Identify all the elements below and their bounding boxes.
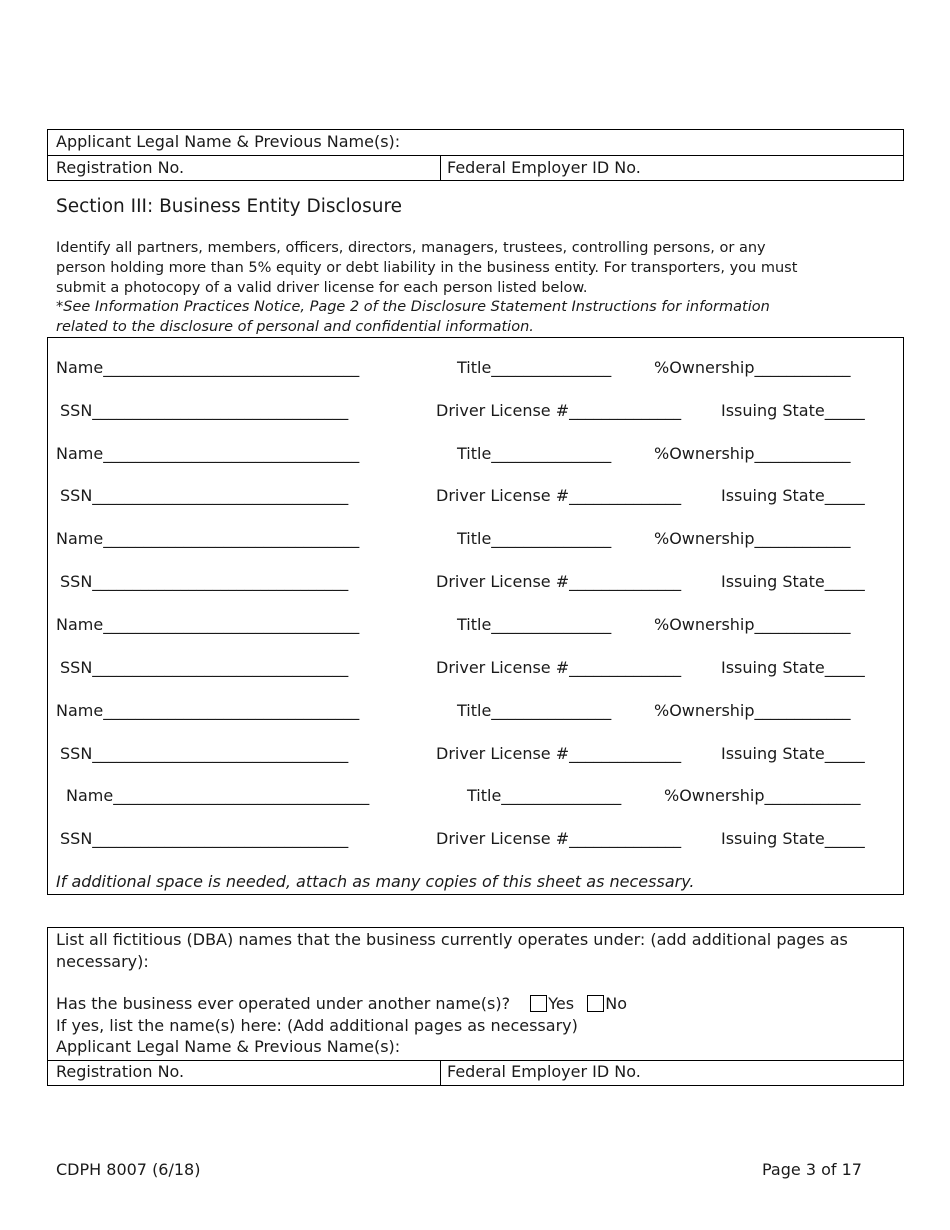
dba-instructions-line-1: List all fictitious (DBA) names that the business currently operates under: (add additional pages as	[56, 930, 848, 949]
instructions-line-3: submit a photocopy of a valid driver license for each person listed below.	[56, 280, 588, 296]
person-title-field[interactable]: Title_______________	[457, 701, 612, 720]
header-table-column-divider	[440, 155, 441, 180]
person-license-field[interactable]: Driver License #______________	[436, 829, 682, 848]
person-name-field[interactable]: Name________________________________	[56, 358, 360, 377]
person-name-field[interactable]: Name________________________________	[56, 529, 360, 548]
page-number: Page 3 of 17	[762, 1160, 862, 1179]
person-name-field[interactable]: Name________________________________	[56, 444, 360, 463]
person-name-row	[0, 443, 950, 465]
person-name-row	[0, 528, 950, 550]
person-issuing-state-field[interactable]: Issuing State_____	[721, 486, 865, 505]
other-names-question-row	[56, 993, 627, 1015]
person-title-field[interactable]: Title_______________	[457, 615, 612, 634]
person-ownership-field[interactable]: %Ownership____________	[654, 701, 851, 720]
person-id-row	[0, 571, 950, 593]
no-checkbox[interactable]	[587, 995, 604, 1012]
person-license-field[interactable]: Driver License #______________	[436, 658, 682, 677]
person-ssn-field[interactable]: SSN________________________________	[60, 658, 349, 677]
person-id-row	[0, 828, 950, 850]
person-name-field[interactable]: Name________________________________	[66, 786, 370, 805]
header-table-divider	[48, 155, 903, 156]
instructions-line-2: person holding more than 5% equity or debt liability in the business entity. For transporters, you must	[56, 260, 798, 276]
section-title: Section III: Business Entity Disclosure	[56, 196, 403, 217]
person-id-row	[0, 400, 950, 422]
person-title-field[interactable]: Title_______________	[457, 358, 612, 377]
header-table	[47, 129, 904, 181]
yes-label: Yes	[548, 994, 575, 1013]
privacy-notice-line-1: *See Information Practices Notice, Page 2 of the Disclosure Statement Instructions for information	[56, 299, 770, 315]
person-ownership-field[interactable]: %Ownership____________	[654, 444, 851, 463]
person-license-field[interactable]: Driver License #______________	[436, 486, 682, 505]
person-issuing-state-field[interactable]: Issuing State_____	[721, 401, 865, 420]
person-issuing-state-field[interactable]: Issuing State_____	[721, 658, 865, 677]
dba-table-column-divider	[440, 1060, 441, 1085]
person-license-field[interactable]: Driver License #______________	[436, 744, 682, 763]
person-license-field[interactable]: Driver License #______________	[436, 401, 682, 420]
applicant-name-field[interactable]: Applicant Legal Name & Previous Name(s):	[56, 132, 401, 151]
person-name-row	[0, 357, 950, 379]
dba-registration-number-field[interactable]: Registration No.	[56, 1062, 185, 1081]
person-name-row	[0, 785, 950, 807]
person-title-field[interactable]: Title_______________	[467, 786, 622, 805]
person-title-field[interactable]: Title_______________	[457, 444, 612, 463]
person-name-field[interactable]: Name________________________________	[56, 701, 360, 720]
person-issuing-state-field[interactable]: Issuing State_____	[721, 572, 865, 591]
person-ssn-field[interactable]: SSN________________________________	[60, 829, 349, 848]
form-id: CDPH 8007 (6/18)	[56, 1160, 201, 1179]
person-ssn-field[interactable]: SSN________________________________	[60, 572, 349, 591]
person-id-row	[0, 743, 950, 765]
person-name-row	[0, 614, 950, 636]
person-ownership-field[interactable]: %Ownership____________	[654, 529, 851, 548]
person-id-row	[0, 485, 950, 507]
dba-fein-field[interactable]: Federal Employer ID No.	[447, 1062, 641, 1081]
no-label: No	[605, 994, 628, 1013]
person-issuing-state-field[interactable]: Issuing State_____	[721, 744, 865, 763]
registration-number-field[interactable]: Registration No.	[56, 158, 185, 177]
other-names-question: Has the business ever operated under another name(s)?	[56, 994, 511, 1013]
person-ssn-field[interactable]: SSN________________________________	[60, 486, 349, 505]
yes-checkbox[interactable]	[530, 995, 547, 1012]
dba-table-divider	[48, 1060, 903, 1061]
person-id-row	[0, 657, 950, 679]
person-ownership-field[interactable]: %Ownership____________	[664, 786, 861, 805]
additional-space-note: If additional space is needed, attach as many copies of this sheet as necessary.	[56, 872, 695, 891]
privacy-notice-line-2: related to the disclosure of personal and confidential information.	[56, 319, 534, 335]
person-ssn-field[interactable]: SSN________________________________	[60, 401, 349, 420]
person-ownership-field[interactable]: %Ownership____________	[654, 358, 851, 377]
instructions-line-1: Identify all partners, members, officers, directors, managers, trustees, controlling persons, or any	[56, 240, 766, 256]
person-ssn-field[interactable]: SSN________________________________	[60, 744, 349, 763]
person-issuing-state-field[interactable]: Issuing State_____	[721, 829, 865, 848]
fein-field[interactable]: Federal Employer ID No.	[447, 158, 641, 177]
if-yes-instructions: If yes, list the name(s) here: (Add additional pages as necessary)	[56, 1016, 578, 1035]
person-name-row	[0, 700, 950, 722]
person-title-field[interactable]: Title_______________	[457, 529, 612, 548]
person-ownership-field[interactable]: %Ownership____________	[654, 615, 851, 634]
person-name-field[interactable]: Name________________________________	[56, 615, 360, 634]
person-license-field[interactable]: Driver License #______________	[436, 572, 682, 591]
dba-applicant-name-field[interactable]: Applicant Legal Name & Previous Name(s):	[56, 1037, 401, 1056]
dba-instructions-line-2: necessary):	[56, 952, 149, 971]
